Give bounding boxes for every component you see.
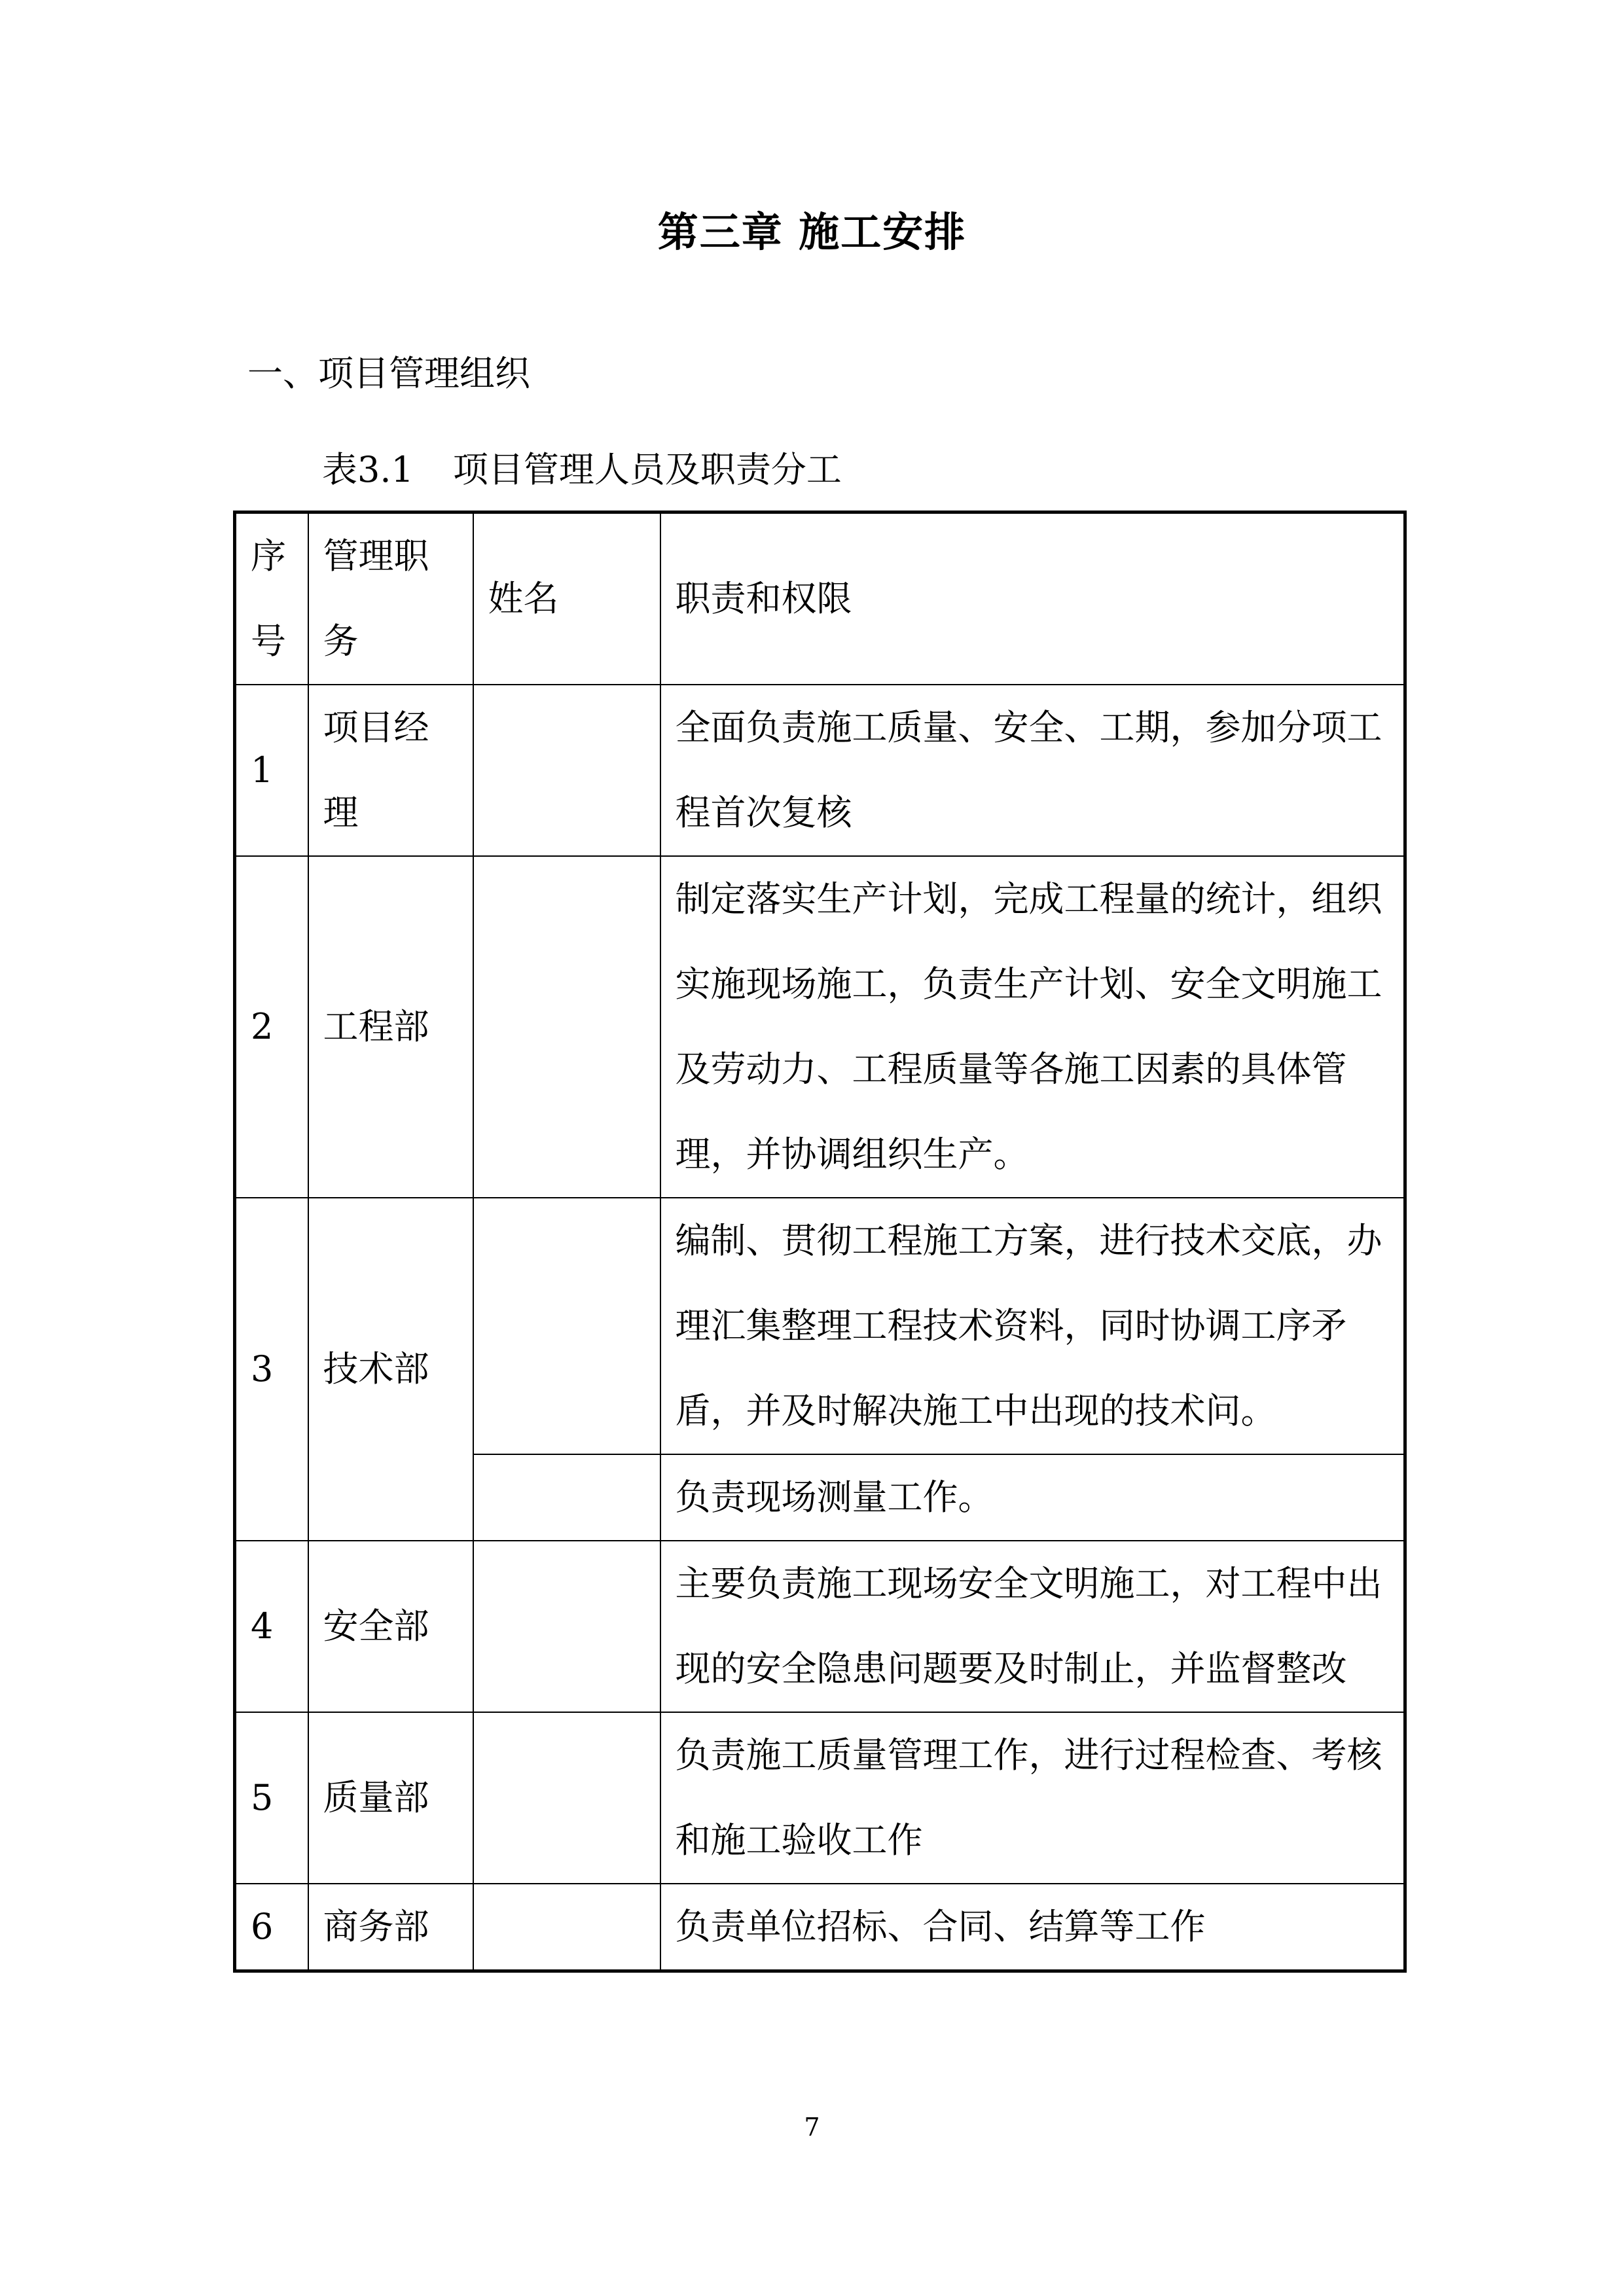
row-seq: 1 — [235, 685, 308, 856]
table-header-row — [235, 512, 1405, 685]
table-row — [235, 1198, 1405, 1454]
page-number: 7 — [804, 2113, 820, 2142]
row-name — [473, 1884, 660, 1971]
header-name: 姓名 — [473, 512, 660, 685]
table-row — [235, 1541, 1405, 1712]
row-role: 工程部 — [308, 856, 473, 1198]
header-role: 管理职务 — [308, 512, 473, 685]
table-row — [235, 1712, 1405, 1884]
row-role: 技术部 — [308, 1198, 473, 1541]
page-title: 第三章 施工安排 — [657, 208, 967, 256]
row-duty: 编制、贯彻工程施工方案，进行技术交底，办理汇集整理工程技术资料，同时协调工序矛盾，并及时解决施工中出现的技术问。 — [660, 1198, 1405, 1454]
responsibility-table — [233, 511, 1407, 1973]
row-duty: 负责施工质量管理工作，进行过程检查、考核和施工验收工作 — [660, 1712, 1405, 1884]
row-seq: 4 — [235, 1541, 308, 1712]
table-row — [235, 856, 1405, 1198]
section-heading: 一、项目管理组织 — [247, 353, 530, 394]
row-seq: 5 — [235, 1712, 308, 1884]
header-seq: 序号 — [235, 512, 308, 685]
table-caption-text: 项目管理人员及职责分工 — [452, 449, 842, 490]
row-role: 质量部 — [308, 1712, 473, 1884]
row-duty: 负责单位招标、合同、结算等工作 — [660, 1884, 1405, 1971]
header-duty: 职责和权限 — [660, 512, 1405, 685]
row-seq: 3 — [235, 1198, 308, 1541]
table-row — [235, 1884, 1405, 1971]
row-role: 项目经理 — [308, 685, 473, 856]
row-name — [473, 1712, 660, 1884]
row-duty: 负责现场测量工作。 — [660, 1454, 1405, 1541]
row-name — [473, 1198, 660, 1454]
row-name — [473, 685, 660, 856]
table-caption — [322, 442, 842, 492]
row-name — [473, 1541, 660, 1712]
row-name — [473, 856, 660, 1198]
row-role: 商务部 — [308, 1884, 473, 1971]
table-row — [235, 685, 1405, 856]
row-name — [473, 1454, 660, 1541]
row-seq: 2 — [235, 856, 308, 1198]
row-role: 安全部 — [308, 1541, 473, 1712]
row-duty: 制定落实生产计划，完成工程量的统计，组织实施现场施工，负责生产计划、安全文明施工及劳动力、工程质量等各施工因素的具体管理，并协调组织生产。 — [660, 856, 1405, 1198]
row-seq: 6 — [235, 1884, 308, 1971]
row-duty: 全面负责施工质量、安全、工期，参加分项工程首次复核 — [660, 685, 1405, 856]
row-duty: 主要负责施工现场安全文明施工，对工程中出现的安全隐患问题要及时制止，并监督整改 — [660, 1541, 1405, 1712]
table-caption-label: 表3.1 — [322, 449, 414, 490]
